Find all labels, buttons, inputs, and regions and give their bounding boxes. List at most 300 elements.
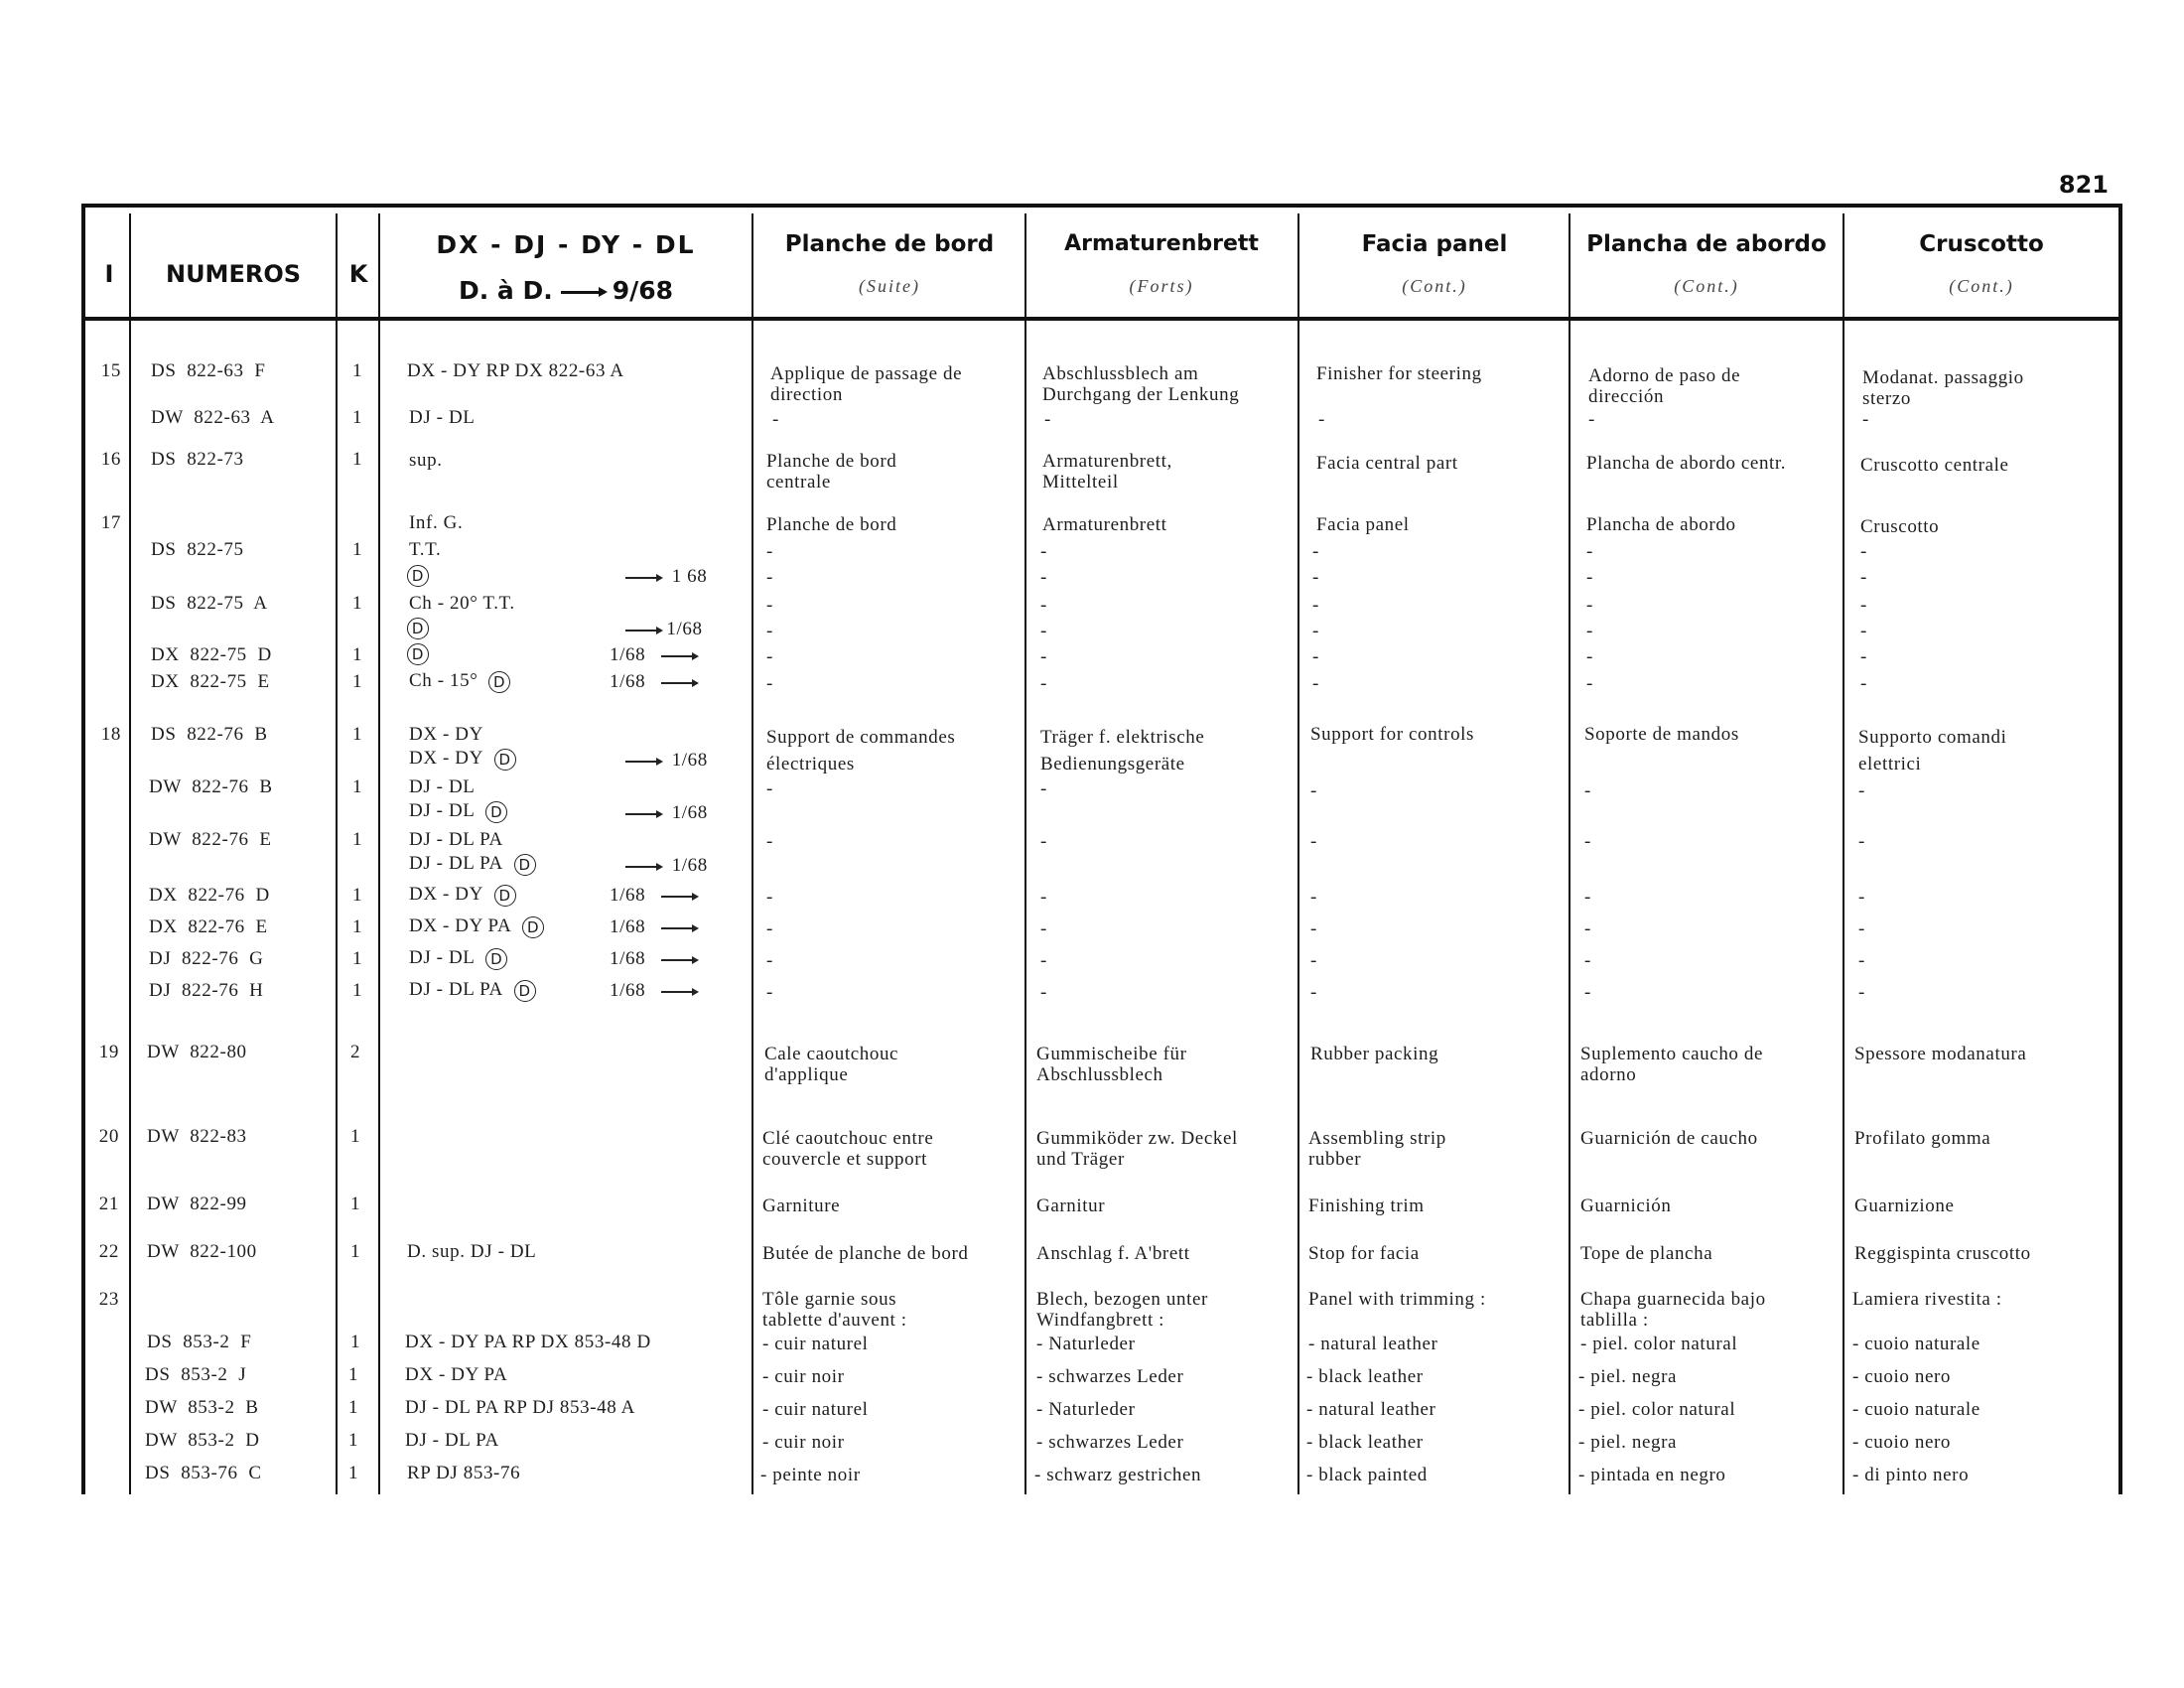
desc-fr <box>762 1128 933 1170</box>
desc-en: - black leather <box>1306 1432 1424 1453</box>
col-rule-numeros <box>336 213 338 1494</box>
dash-en: - <box>1312 646 1319 667</box>
dash-es: - <box>1584 887 1591 908</box>
col-rule-fr <box>1024 213 1026 1494</box>
desc-de <box>1036 1044 1187 1085</box>
desc-fr: - cuir noir <box>762 1366 845 1387</box>
header-arrow-icon <box>561 291 605 294</box>
dash-it: - <box>1858 950 1865 971</box>
desc-it <box>1862 367 2024 409</box>
circled-d-icon: D <box>485 948 507 970</box>
col-rule-k <box>378 213 380 1494</box>
table-top-rule <box>83 204 2122 208</box>
dash-en: - <box>1310 982 1317 1003</box>
dash-es: - <box>1584 950 1591 971</box>
dash-it: - <box>1858 831 1865 852</box>
circled-d-icon: D <box>488 671 510 693</box>
arrow-right-icon <box>661 991 697 993</box>
desc-fr: - cuir naturel <box>762 1399 869 1420</box>
header-en-sub: (Cont.) <box>1402 276 1467 296</box>
dash-es: - <box>1586 541 1593 562</box>
part-number: DW 853-2 D <box>145 1430 260 1451</box>
desc-es: Tope de plancha <box>1580 1243 1713 1264</box>
dash-it: - <box>1860 595 1867 616</box>
desc-en: Stop for facia <box>1308 1243 1420 1264</box>
circled-d-icon: D <box>522 916 544 938</box>
desc-de-line1: Armaturenbrett, <box>1042 451 1172 472</box>
dash-es: - <box>1588 409 1595 430</box>
dash-de: - <box>1040 595 1047 616</box>
desc-de-line2: Mittelteil <box>1042 472 1119 492</box>
applicability: Ch - 20° T.T. <box>409 593 515 614</box>
applicability-date <box>625 750 708 772</box>
desc-de <box>1042 451 1172 492</box>
header-models-line2-left: D. à D. <box>458 276 553 305</box>
header-models-line1: DX - DJ - DY - DL <box>436 230 696 259</box>
quantity: 1 <box>351 829 363 850</box>
applicability: DX - DY PA RP DX 853-48 D <box>405 1332 651 1352</box>
desc-de-line2: Windfangbrett : <box>1036 1310 1165 1331</box>
quantity: 1 <box>351 948 363 969</box>
dash-fr: - <box>766 541 773 562</box>
dash-en: - <box>1310 831 1317 852</box>
applicability: DX - DY RP DX 822-63 A <box>407 360 624 381</box>
dash-es: - <box>1586 621 1593 641</box>
desc-en: Finishing trim <box>1308 1196 1425 1216</box>
part-number: DS 822-75 <box>151 539 244 560</box>
applicability: DJ - DL <box>409 407 476 428</box>
desc-de-line1: Gummischeibe für <box>1036 1044 1187 1064</box>
page-number: 821 <box>2058 171 2109 199</box>
part-number: DW 822-83 <box>147 1126 247 1147</box>
dash-fr: - <box>766 621 773 641</box>
row-index: 15 <box>100 360 121 381</box>
applicability: RP DJ 853-76 <box>407 1463 521 1483</box>
dash-es: - <box>1586 673 1593 694</box>
desc-fr <box>766 451 896 492</box>
desc-de-line2: Durchgang der Lenkung <box>1042 384 1240 405</box>
desc-it: - di pinto nero <box>1852 1465 1970 1485</box>
circled-d-icon: D <box>494 749 516 771</box>
part-number: DW 822-76 E <box>149 829 272 850</box>
desc-es: - piel. color natural <box>1580 1334 1738 1354</box>
dash-it: - <box>1862 409 1869 430</box>
header-it-title: Cruscotto <box>1919 231 2044 257</box>
applicability <box>407 564 429 587</box>
applicability-text: DX - DY <box>409 748 483 769</box>
desc-it: - cuoio naturale <box>1852 1399 1980 1420</box>
desc-fr-line1: Clé caoutchouc entre <box>762 1128 934 1149</box>
date: 1/68 <box>671 802 708 823</box>
header-col-i: I <box>104 260 114 288</box>
desc-es <box>1580 1044 1763 1085</box>
desc-es-line2: adorno <box>1580 1064 1637 1085</box>
dash-es: - <box>1584 831 1591 852</box>
dash-fr: - <box>766 950 773 971</box>
dash-es: - <box>1584 982 1591 1003</box>
quantity: 1 <box>349 1241 361 1262</box>
desc-it: Guarnizione <box>1854 1196 1955 1216</box>
part-number: DW 822-99 <box>147 1194 247 1214</box>
dash-de: - <box>1040 567 1047 588</box>
desc-es: - piel. negra <box>1578 1432 1678 1453</box>
dash-de: - <box>1040 541 1047 562</box>
dash-it: - <box>1858 918 1865 939</box>
circled-d-icon: D <box>514 980 536 1002</box>
part-number: DX 822-75 D <box>151 644 272 665</box>
circled-d-icon: D <box>407 565 429 587</box>
applicability: DX - DY PA <box>405 1364 508 1385</box>
dash-it: - <box>1858 982 1865 1003</box>
desc-en: Finisher for steering <box>1316 363 1482 384</box>
desc-de-line1: Blech, bezogen unter <box>1036 1289 1208 1310</box>
desc-en-line1: Assembling strip <box>1308 1128 1446 1149</box>
desc-de: - Naturleder <box>1036 1334 1136 1354</box>
desc-es <box>1580 1289 1766 1331</box>
desc-de: Garnitur <box>1036 1196 1106 1216</box>
part-number: DW 853-2 B <box>145 1397 259 1418</box>
desc-it: Cruscotto <box>1860 516 1940 537</box>
desc-es <box>1588 365 1740 407</box>
applicability: DJ - DL PA <box>405 1430 499 1451</box>
date: 1/68 <box>610 980 646 1001</box>
desc-it: - cuoio nero <box>1852 1432 1951 1453</box>
desc-en: Facia panel <box>1316 514 1410 535</box>
date: 1/68 <box>610 644 646 665</box>
quantity: 1 <box>351 724 363 745</box>
desc-fr: - cuir naturel <box>762 1334 869 1354</box>
quantity: 1 <box>349 1126 361 1147</box>
desc-fr <box>764 1044 898 1085</box>
quantity: 1 <box>347 1397 359 1418</box>
dash-de: - <box>1040 621 1047 641</box>
circled-d-icon: D <box>485 801 507 823</box>
dash-it: - <box>1858 887 1865 908</box>
desc-fr-line2: centrale <box>766 472 831 492</box>
desc-es: Plancha de abordo centr. <box>1586 453 1787 474</box>
desc-en: - black leather <box>1306 1366 1424 1387</box>
header-models-line2-right: 9/68 <box>612 276 674 305</box>
quantity: 1 <box>351 885 363 906</box>
circled-d-icon: D <box>494 885 516 907</box>
table-right-rule <box>2118 204 2122 1494</box>
desc-it <box>1858 724 2006 777</box>
desc-en: Facia central part <box>1316 453 1458 474</box>
desc-en: Support for controls <box>1310 724 1475 745</box>
desc-it: Reggispinta cruscotto <box>1854 1243 2031 1264</box>
quantity: 1 <box>347 1364 359 1385</box>
dash-fr: - <box>766 595 773 616</box>
applicability: DJ - DL PA <box>409 829 503 850</box>
arrow-right-icon <box>661 896 697 898</box>
applicability-date <box>625 802 708 824</box>
date: 1/68 <box>610 671 646 692</box>
part-number: DJ 822-76 G <box>149 948 264 969</box>
dash-de: - <box>1044 409 1051 430</box>
header-models-line2 <box>397 276 735 305</box>
desc-it: Lamiera rivestita : <box>1852 1289 2002 1310</box>
applicability <box>407 617 429 639</box>
desc-fr-line1: Tôle garnie sous <box>762 1289 897 1310</box>
applicability-date <box>625 566 707 588</box>
dash-de: - <box>1040 887 1047 908</box>
part-number: DS 822-73 <box>151 449 244 470</box>
dash-en: - <box>1318 409 1325 430</box>
desc-es: - piel. color natural <box>1578 1399 1736 1420</box>
desc-es-line1: Suplemento caucho de <box>1580 1044 1764 1064</box>
dash-de: - <box>1040 918 1047 939</box>
part-number: DS 853-76 C <box>145 1463 262 1483</box>
desc-de-line2: Abschlussblech <box>1036 1064 1163 1085</box>
applicability <box>409 884 516 907</box>
desc-en: Rubber packing <box>1310 1044 1439 1064</box>
col-rule-models <box>751 213 753 1494</box>
quantity: 1 <box>351 539 363 560</box>
row-index: 22 <box>98 1241 119 1262</box>
row-index: 21 <box>98 1194 119 1214</box>
desc-it: - cuoio nero <box>1852 1366 1951 1387</box>
dash-it: - <box>1860 621 1867 641</box>
desc-fr-line2: direction <box>770 384 843 405</box>
desc-de-line2: und Träger <box>1036 1149 1125 1170</box>
applicability-date <box>610 916 697 938</box>
desc-fr: - peinte noir <box>760 1465 861 1485</box>
dash-it: - <box>1858 780 1865 801</box>
header-it-sub: (Cont.) <box>1949 276 2014 296</box>
header-es-title: Plancha de abordo <box>1586 231 1827 257</box>
header-en-title: Facia panel <box>1361 231 1508 257</box>
applicability: D. sup. DJ - DL <box>407 1241 537 1262</box>
dash-de: - <box>1040 778 1047 799</box>
applicability-text: DX - DY PA <box>409 915 512 936</box>
desc-en <box>1308 1128 1446 1170</box>
desc-it-line2: elettrici <box>1858 754 1922 774</box>
desc-es-line2: tablilla : <box>1580 1310 1649 1331</box>
quantity: 1 <box>351 360 363 381</box>
header-col-numeros: NUMEROS <box>165 260 302 288</box>
quantity: 1 <box>351 593 363 614</box>
quantity: 1 <box>351 776 363 797</box>
dash-fr: - <box>766 918 773 939</box>
desc-fr-line2: couvercle et support <box>762 1149 928 1170</box>
desc-fr <box>766 724 955 777</box>
desc-en: - black painted <box>1306 1465 1428 1485</box>
desc-es-line2: dirección <box>1588 386 1665 407</box>
part-number: DW 822-76 B <box>149 776 273 797</box>
dash-en: - <box>1310 918 1317 939</box>
desc-fr-line2: électriques <box>766 754 855 774</box>
dash-es: - <box>1586 646 1593 667</box>
arrow-right-icon <box>661 959 697 961</box>
desc-fr: Planche de bord <box>766 514 897 535</box>
applicability <box>409 800 507 823</box>
quantity: 1 <box>351 671 363 692</box>
arrow-right-icon <box>625 577 661 579</box>
date: 1 68 <box>671 566 708 587</box>
dash-fr: - <box>766 567 773 588</box>
header-fr-title: Planche de bord <box>784 231 995 257</box>
desc-de <box>1036 1289 1208 1331</box>
desc-es: Soporte de mandos <box>1584 724 1739 745</box>
dash-de: - <box>1040 982 1047 1003</box>
desc-es: - pintada en negro <box>1578 1465 1726 1485</box>
header-bottom-rule <box>83 317 2122 321</box>
dash-it: - <box>1860 673 1867 694</box>
desc-en: - natural leather <box>1306 1399 1436 1420</box>
dash-fr: - <box>766 887 773 908</box>
row-index: 19 <box>98 1042 119 1062</box>
applicability: T.T. <box>409 539 442 560</box>
dash-en: - <box>1312 595 1319 616</box>
dash-es: - <box>1586 567 1593 588</box>
desc-en-line2: rubber <box>1308 1149 1362 1170</box>
col-rule-de <box>1297 213 1299 1494</box>
desc-it: - cuoio naturale <box>1852 1334 1980 1354</box>
desc-fr: Garniture <box>762 1196 841 1216</box>
dash-de: - <box>1040 831 1047 852</box>
applicability-text: Ch - 15° <box>409 670 478 691</box>
applicability <box>409 853 536 876</box>
dash-de: - <box>1040 950 1047 971</box>
desc-it: Cruscotto centrale <box>1860 455 2009 476</box>
desc-it: Spessore modanatura <box>1854 1044 2027 1064</box>
part-number: DX 822-75 E <box>151 671 270 692</box>
applicability: sup. <box>409 450 443 471</box>
part-number: DS 822-63 F <box>151 360 266 381</box>
quantity: 2 <box>349 1042 361 1062</box>
circled-d-icon: D <box>514 854 536 876</box>
applicability <box>409 979 536 1002</box>
dash-it: - <box>1860 646 1867 667</box>
desc-de: Anschlag f. A'brett <box>1036 1243 1190 1264</box>
dash-it: - <box>1860 541 1867 562</box>
desc-de-line1: Gummiköder zw. Deckel <box>1036 1128 1238 1149</box>
col-rule-en <box>1569 213 1570 1494</box>
header-de-sub: (Forts) <box>1129 276 1194 296</box>
desc-de: - schwarz gestrichen <box>1034 1465 1202 1485</box>
part-number: DS 853-2 J <box>145 1364 247 1385</box>
desc-it-line2: sterzo <box>1862 388 1911 409</box>
table-left-rule <box>81 204 85 1494</box>
dash-de: - <box>1040 646 1047 667</box>
quantity: 1 <box>351 407 363 428</box>
row-index: 20 <box>98 1126 119 1147</box>
desc-fr-line1: Applique de passage de <box>770 363 963 384</box>
header-de-title: Armaturenbrett <box>1064 231 1259 256</box>
applicability <box>407 642 429 665</box>
date: 1/68 <box>610 948 646 969</box>
arrow-right-icon <box>661 927 697 929</box>
quantity: 1 <box>349 1194 361 1214</box>
desc-en: - natural leather <box>1308 1334 1438 1354</box>
desc-de <box>1042 363 1239 405</box>
date: 1/68 <box>610 885 646 906</box>
col-rule-i <box>129 213 131 1494</box>
desc-de: Armaturenbrett <box>1042 514 1167 535</box>
applicability: DJ - DL PA RP DJ 853-48 A <box>405 1397 635 1418</box>
desc-es-line1: Chapa guarnecida bajo <box>1580 1289 1766 1310</box>
desc-de-line2: Bedienungsgeräte <box>1040 754 1185 774</box>
arrow-right-icon <box>661 682 697 684</box>
header-es-sub: (Cont.) <box>1674 276 1739 296</box>
dash-es: - <box>1584 780 1591 801</box>
desc-es: Plancha de abordo <box>1586 514 1736 535</box>
desc-fr-line1: Planche de bord <box>766 451 897 472</box>
desc-de <box>1040 724 1204 777</box>
applicability: DX - DY <box>409 724 483 745</box>
desc-es: Guarnición de caucho <box>1580 1128 1758 1149</box>
quantity: 1 <box>351 449 363 470</box>
part-number: DX 822-76 E <box>149 916 268 937</box>
desc-de <box>1036 1128 1238 1170</box>
row-index: 16 <box>100 449 121 470</box>
circled-d-icon: D <box>407 618 429 639</box>
part-number: DS 853-2 F <box>147 1332 252 1352</box>
applicability-date <box>610 948 697 970</box>
arrow-right-icon <box>625 813 661 815</box>
applicability: DJ - DL <box>409 776 476 797</box>
part-number: DS 822-75 A <box>151 593 268 614</box>
desc-es: Guarnición <box>1580 1196 1672 1216</box>
desc-de-line1: Träger f. elektrische <box>1040 727 1205 748</box>
date: 1/68 <box>610 916 646 937</box>
quantity: 1 <box>349 1332 361 1352</box>
applicability-date <box>610 980 697 1002</box>
part-number: DW 822-63 A <box>151 407 275 428</box>
applicability <box>409 915 544 938</box>
applicability-text: DJ - DL <box>409 947 476 968</box>
applicability <box>409 670 510 693</box>
circled-d-icon: D <box>407 643 429 665</box>
desc-fr <box>770 363 962 405</box>
date: 1/68 <box>671 750 708 771</box>
desc-fr: Butée de planche de bord <box>762 1243 969 1264</box>
desc-fr: - cuir noir <box>762 1432 845 1453</box>
dash-de: - <box>1040 673 1047 694</box>
part-number: DJ 822-76 H <box>149 980 264 1001</box>
part-number: DS 822-76 B <box>151 724 268 745</box>
dash-en: - <box>1312 567 1319 588</box>
applicability-text: DX - DY <box>409 884 483 905</box>
part-number: DW 822-100 <box>147 1241 257 1262</box>
dash-fr: - <box>766 778 773 799</box>
dash-fr: - <box>766 982 773 1003</box>
desc-de: - schwarzes Leder <box>1036 1432 1184 1453</box>
arrow-right-icon <box>625 866 661 868</box>
desc-de: - Naturleder <box>1036 1399 1136 1420</box>
applicability-date <box>625 855 708 877</box>
dash-en: - <box>1310 780 1317 801</box>
arrow-right-icon <box>625 761 661 763</box>
dash-fr: - <box>772 409 779 430</box>
quantity: 1 <box>351 916 363 937</box>
dash-fr: - <box>766 831 773 852</box>
applicability-date <box>610 644 697 666</box>
part-number: DW 822-80 <box>147 1042 247 1062</box>
header-col-k: K <box>348 260 368 288</box>
arrow-right-icon <box>661 655 697 657</box>
date: 1/68 <box>671 855 708 876</box>
desc-fr <box>762 1289 907 1331</box>
desc-fr-line2: d'applique <box>764 1064 849 1085</box>
quantity: 1 <box>351 980 363 1001</box>
quantity: 1 <box>347 1430 359 1451</box>
row-index: 23 <box>98 1289 119 1310</box>
row-index: 17 <box>100 512 121 533</box>
applicability: Inf. G. <box>409 512 464 533</box>
desc-fr-line1: Cale caoutchouc <box>764 1044 899 1064</box>
desc-en: Panel with trimming : <box>1308 1289 1486 1310</box>
